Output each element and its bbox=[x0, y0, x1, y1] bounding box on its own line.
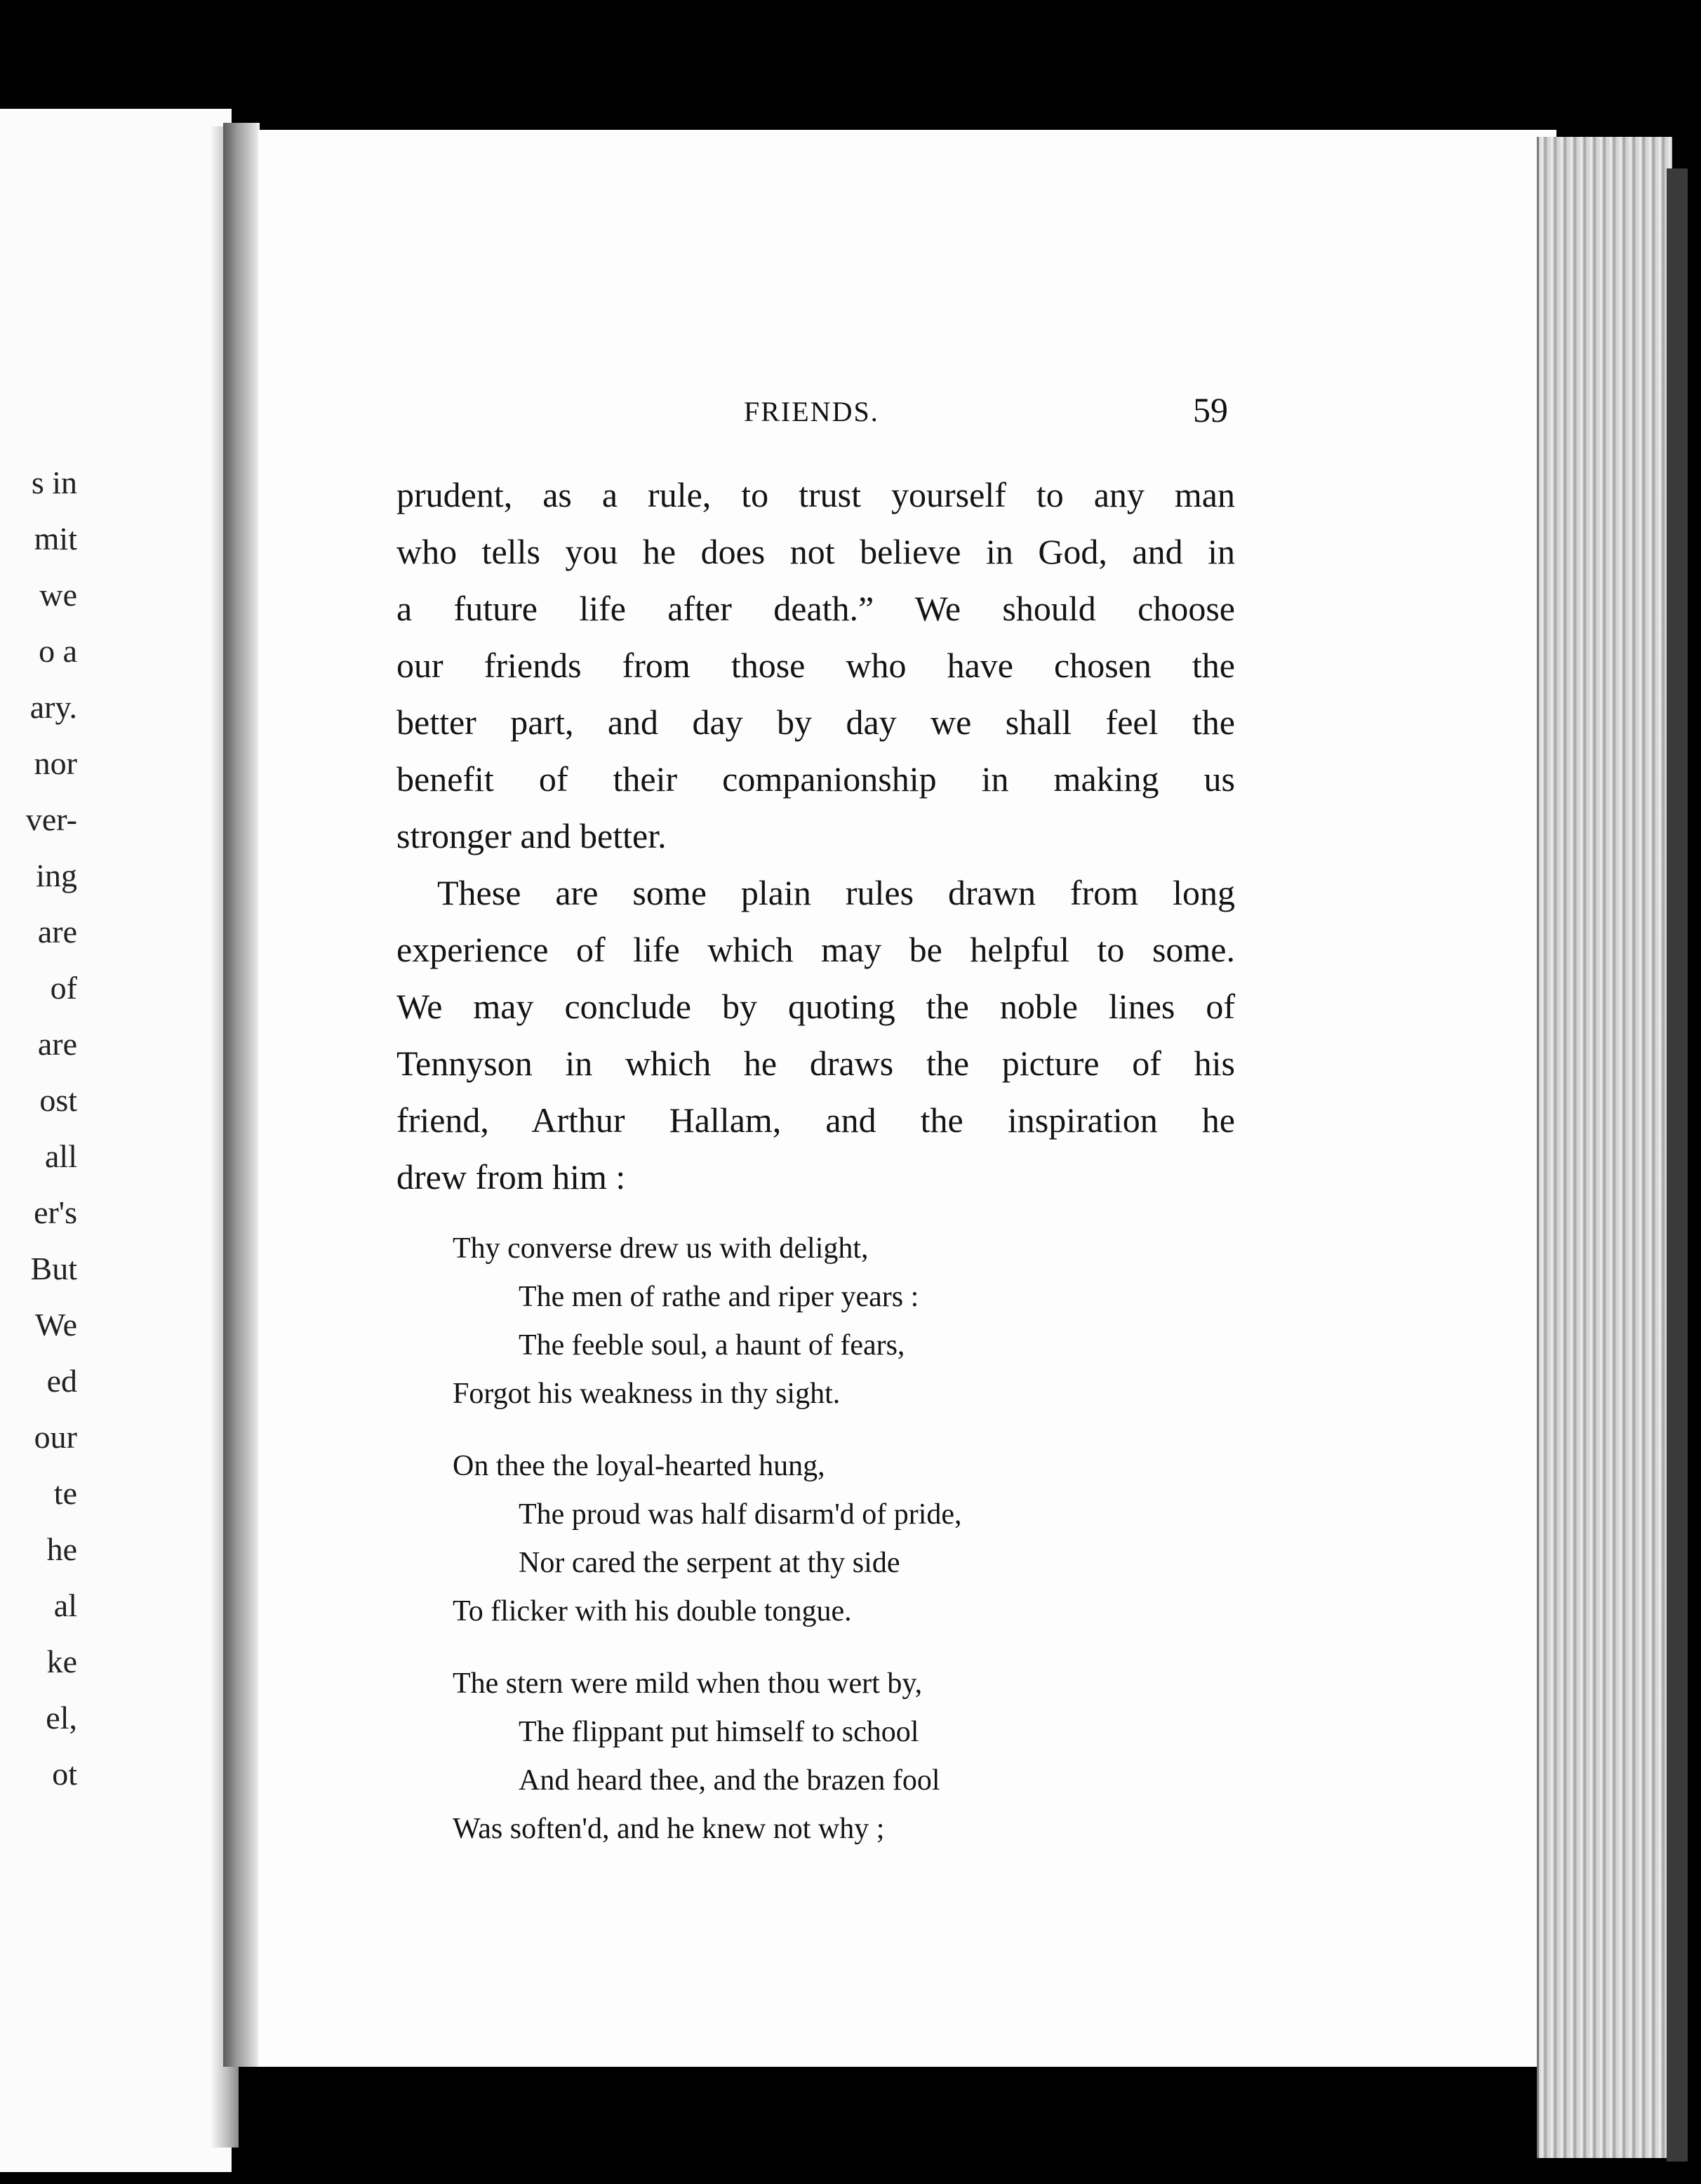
text-line: a future life after death.” We should choose bbox=[396, 589, 1235, 628]
poem-stanza bbox=[453, 1660, 1154, 1853]
left-page-text-fragments bbox=[0, 455, 77, 1802]
text-line: drew from him : bbox=[396, 1157, 626, 1197]
text-line: who tells you he does not believe in God, and in bbox=[396, 532, 1235, 571]
poem-quotation bbox=[453, 1225, 1154, 1877]
paragraph bbox=[396, 467, 1235, 865]
left-fragment-line: ing bbox=[36, 858, 77, 893]
poem-line: To flicker with his double tongue. bbox=[453, 1595, 852, 1627]
text-line: better part, and day by day we shall feel the bbox=[396, 703, 1235, 742]
text-line: prudent, as a rule, to trust yourself to any man bbox=[396, 475, 1235, 514]
left-fragment-line: ost bbox=[39, 1082, 77, 1118]
text-line: We may conclude by quoting the noble lines of bbox=[396, 987, 1235, 1026]
left-fragment-line: ed bbox=[46, 1363, 77, 1399]
book-binding-shadow bbox=[223, 123, 260, 2067]
left-fragment-line: ot bbox=[52, 1756, 77, 1792]
poem-stanza bbox=[453, 1442, 1154, 1636]
left-fragment-line: of bbox=[50, 970, 77, 1006]
text-line: our friends from those who have chosen the bbox=[396, 646, 1235, 685]
poem-line: On thee the loyal-hearted hung, bbox=[453, 1450, 825, 1482]
left-fragment-line: ary. bbox=[29, 689, 77, 725]
poem-line: And heard thee, and the brazen fool bbox=[519, 1764, 940, 1797]
left-fragment-line: ver- bbox=[25, 801, 77, 837]
left-fragment-line: we bbox=[39, 577, 77, 613]
text-line: friend, Arthur Hallam, and the inspiration he bbox=[396, 1100, 1235, 1140]
left-fragment-line: ke bbox=[46, 1644, 77, 1679]
left-fragment-line: We bbox=[34, 1307, 77, 1343]
page-number: 59 bbox=[1193, 390, 1228, 430]
text-line: benefit of their companionship in making us bbox=[396, 759, 1235, 799]
left-fragment-line: mit bbox=[34, 521, 77, 557]
left-fragment-line: s in bbox=[31, 465, 77, 500]
book-cover-edge bbox=[1667, 168, 1688, 2162]
poem-line: The flippant put himself to school bbox=[519, 1716, 919, 1748]
body-text bbox=[396, 467, 1235, 1206]
poem-line: The proud was half disarm'd of pride, bbox=[519, 1498, 962, 1531]
text-line: Tennyson in which he draws the picture of his bbox=[396, 1044, 1235, 1083]
paragraph bbox=[396, 865, 1235, 1206]
poem-stanza bbox=[453, 1225, 1154, 1418]
left-fragment-line: our bbox=[34, 1419, 77, 1455]
left-fragment-line: are bbox=[37, 914, 77, 950]
left-fragment-line: o a bbox=[39, 633, 77, 669]
left-fragment-line: nor bbox=[34, 745, 77, 781]
poem-line: The stern were mild when thou wert by, bbox=[453, 1667, 923, 1700]
left-fragment-line: he bbox=[46, 1531, 77, 1567]
left-fragment-line: are bbox=[37, 1026, 77, 1062]
poem-line: The feeble soul, a haunt of fears, bbox=[519, 1329, 905, 1361]
text-line: These are some plain rules drawn from long bbox=[437, 873, 1235, 912]
left-fragment-line: te bbox=[53, 1475, 77, 1511]
left-fragment-line: er's bbox=[34, 1194, 77, 1230]
left-fragment-line: But bbox=[30, 1251, 77, 1286]
text-line: experience of life which may be helpful to some. bbox=[396, 930, 1235, 969]
poem-line: Forgot his weakness in thy sight. bbox=[453, 1378, 841, 1410]
left-fragment-line: al bbox=[53, 1587, 77, 1623]
poem-line: Nor cared the serpent at thy side bbox=[519, 1547, 900, 1579]
poem-line: Thy converse drew us with delight, bbox=[453, 1232, 869, 1265]
poem-line: The men of rathe and riper years : bbox=[519, 1281, 919, 1313]
left-fragment-line: el, bbox=[46, 1700, 77, 1736]
left-fragment-line: all bbox=[45, 1138, 77, 1174]
poem-line: Was soften'd, and he knew not why ; bbox=[453, 1813, 885, 1845]
text-line: stronger and better. bbox=[396, 816, 667, 855]
running-head: FRIENDS. bbox=[744, 396, 879, 427]
page-stack-edge bbox=[1537, 137, 1672, 2158]
